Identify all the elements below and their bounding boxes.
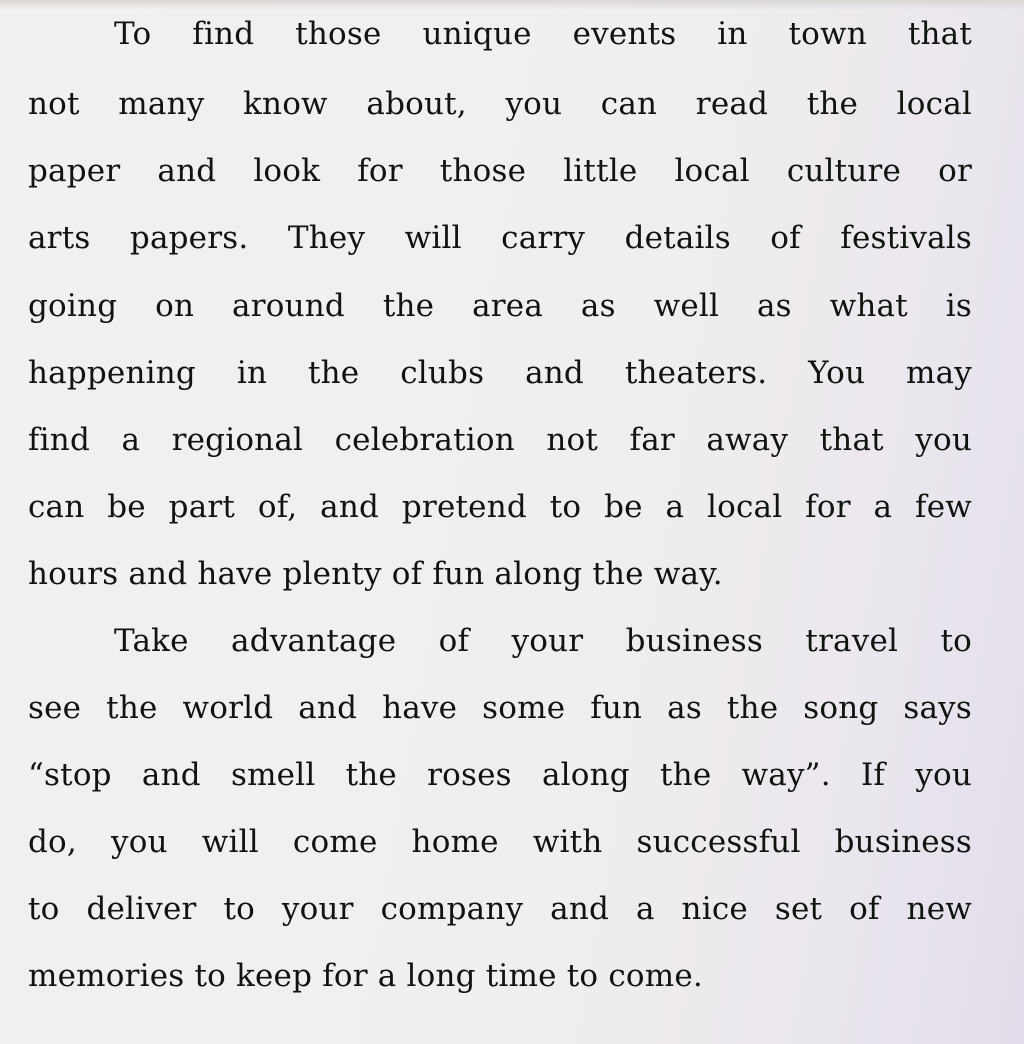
paragraph-1-line-7: find a regional celebration not far away that you — [28, 422, 972, 458]
paragraph-1-line-1: To find those unique events in town that — [114, 16, 972, 52]
paragraph-1-line-4: arts papers. They will carry details of festivals — [28, 220, 972, 256]
paragraph-2-line-1: Take advantage of your business travel to — [114, 623, 972, 659]
paragraph-1-line-8: can be part of, and pretend to be a local for a few — [28, 489, 972, 525]
paragraph-2-line-5: to deliver to your company and a nice set of new — [28, 891, 972, 927]
paragraph-2-line-3: “stop and smell the roses along the way”. If you — [28, 757, 972, 793]
paragraph-2-line-4: do, you will come home with successful business — [28, 824, 972, 860]
paragraph-1-line-6: happening in the clubs and theaters. You may — [28, 355, 972, 391]
paragraph-2-line-2: see the world and have some fun as the song says — [28, 690, 972, 726]
paragraph-1-line-3: paper and look for those little local culture or — [28, 153, 972, 189]
paragraph-1-line-9: hours and have plenty of fun along the way. — [28, 556, 723, 592]
paragraph-2-line-6: memories to keep for a long time to come. — [28, 958, 703, 994]
paragraph-1-line-5: going on around the area as well as what is — [28, 288, 972, 324]
page-top-edge-shadow — [0, 0, 1024, 10]
paragraph-1-line-2: not many know about, you can read the local — [28, 86, 972, 122]
